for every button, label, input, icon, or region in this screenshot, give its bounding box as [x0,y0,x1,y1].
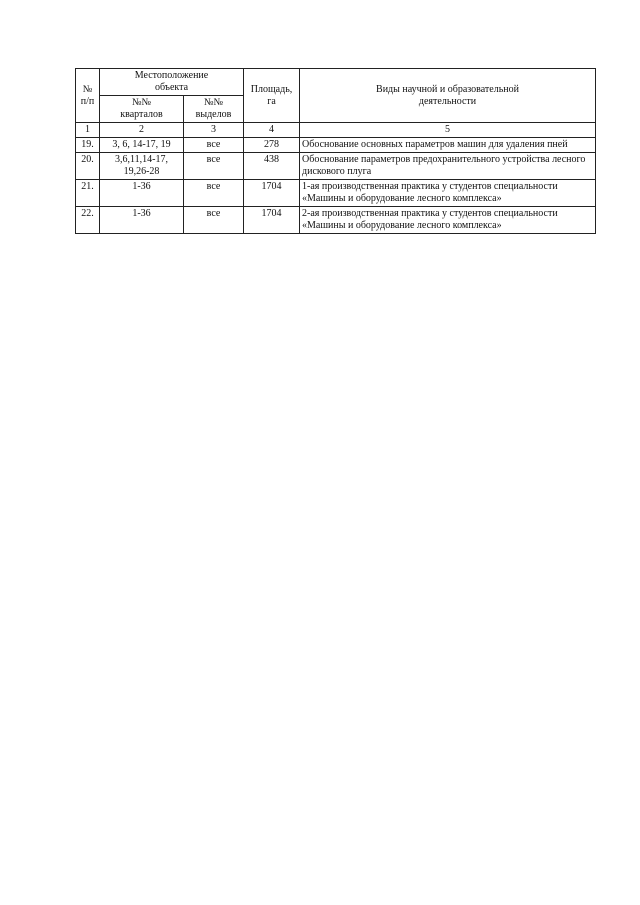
column-number-row [76,123,596,138]
row-activity: Обоснование параметров предохранительного устройства лесного дискового плуга [300,153,596,180]
forest-activity-table [75,68,596,234]
row-num: 19. [76,138,100,153]
row-plots: все [184,138,244,153]
row-num: 20. [76,153,100,180]
row-activity: 2-ая производственная практика у студентов специальности «Машины и оборудование лесного комплекса» [300,207,596,234]
row-area: 278 [244,138,300,153]
row-quarters: 3,6,11,14-17, 19,26-28 [100,153,184,180]
header-num: № п/п [76,69,100,123]
col-number: 2 [100,123,184,138]
row-num: 22. [76,207,100,234]
table-row [76,138,596,153]
table-row [76,153,596,180]
table-row [76,180,596,207]
row-area: 1704 [244,207,300,234]
row-activity: 1-ая производственная практика у студентов специальности «Машины и оборудованиe лесного комплекса» [300,180,596,207]
table-row [76,207,596,234]
row-plots: все [184,180,244,207]
header-quarters: №№ кварталов [100,96,184,123]
col-number: 5 [300,123,596,138]
row-quarters: 1-36 [100,180,184,207]
col-number: 1 [76,123,100,138]
row-area: 1704 [244,180,300,207]
row-area: 438 [244,153,300,180]
header-area: Площадь, га [244,69,300,123]
header-plots: №№ выделов [184,96,244,123]
col-number: 4 [244,123,300,138]
row-activity: Обоснование основных параметров машин для удаления пней [300,138,596,153]
row-quarters: 3, 6, 14-17, 19 [100,138,184,153]
header-row-1 [76,69,596,96]
row-quarters: 1-36 [100,207,184,234]
header-location: Местоположение объекта [100,69,244,96]
row-plots: все [184,207,244,234]
col-number: 3 [184,123,244,138]
row-plots: все [184,153,244,180]
header-activity: Виды научной и образовательной деятельности [300,69,596,123]
row-num: 21. [76,180,100,207]
